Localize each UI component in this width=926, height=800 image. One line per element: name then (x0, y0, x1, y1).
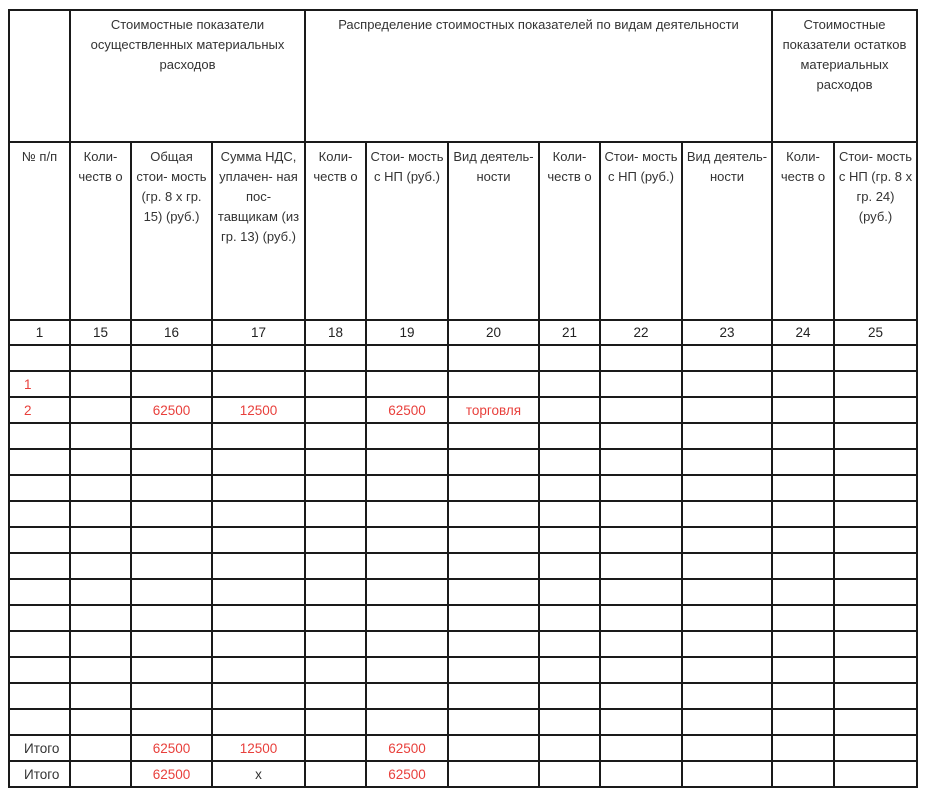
table-cell (70, 605, 131, 631)
table-cell (682, 683, 772, 709)
table-cell (834, 345, 917, 371)
table-cell (70, 709, 131, 735)
table-cell (834, 657, 917, 683)
table-cell (70, 553, 131, 579)
table-cell (448, 631, 539, 657)
table-cell (682, 527, 772, 553)
table-cell (131, 449, 212, 475)
header-cost-with-np: Стои- мость с НП (руб.) (600, 142, 682, 320)
table-cell (682, 631, 772, 657)
table-cell (366, 501, 448, 527)
table-cell (772, 345, 834, 371)
table-row (9, 345, 917, 371)
table-cell (772, 501, 834, 527)
table-cell (539, 631, 600, 657)
table-cell (772, 709, 834, 735)
table-cell (366, 423, 448, 449)
table-cell (539, 423, 600, 449)
table-cell (212, 449, 305, 475)
table-row (9, 579, 917, 605)
table-cell (682, 579, 772, 605)
table-cell: 12500 (212, 735, 305, 761)
table-cell (305, 761, 366, 787)
table-cell (539, 475, 600, 501)
table-cell (600, 345, 682, 371)
table-cell (9, 657, 70, 683)
table-cell (212, 579, 305, 605)
table-cell (9, 423, 70, 449)
table-cell (131, 631, 212, 657)
table-cell (9, 683, 70, 709)
table-cell (366, 345, 448, 371)
table-cell (9, 527, 70, 553)
group-header-distribution: Распределение стоимостных показателей по видам деятельности (305, 10, 772, 142)
table-row (9, 709, 917, 735)
table-cell (448, 605, 539, 631)
table-cell (772, 657, 834, 683)
table-cell (70, 423, 131, 449)
table-cell (539, 397, 600, 423)
table-cell (212, 683, 305, 709)
table-row (9, 449, 917, 475)
table-row (9, 631, 917, 657)
group-header-expenses: Стоимостные показатели осуществленных материальных расходов (70, 10, 305, 142)
table-cell (600, 449, 682, 475)
column-number-cell: 25 (834, 320, 917, 345)
table-cell (600, 709, 682, 735)
table-cell (834, 631, 917, 657)
table-cell (448, 709, 539, 735)
table-cell (305, 709, 366, 735)
table-cell (772, 631, 834, 657)
table-cell (834, 605, 917, 631)
table-cell (366, 631, 448, 657)
table-cell (772, 397, 834, 423)
table-cell (131, 709, 212, 735)
table-cell (70, 449, 131, 475)
table-row (9, 605, 917, 631)
table-cell (834, 397, 917, 423)
table-cell (772, 761, 834, 787)
table-cell (366, 527, 448, 553)
table-cell: Итого (9, 761, 70, 787)
table-cell (772, 605, 834, 631)
table-cell (212, 631, 305, 657)
table-cell (131, 553, 212, 579)
table-cell (305, 527, 366, 553)
table-cell (539, 605, 600, 631)
table-cell (305, 631, 366, 657)
table-cell (772, 449, 834, 475)
table-cell (70, 631, 131, 657)
table-cell (834, 423, 917, 449)
table-row (9, 657, 917, 683)
table-cell (539, 449, 600, 475)
table-cell (448, 345, 539, 371)
table-cell (366, 709, 448, 735)
table-cell (212, 345, 305, 371)
table-cell (212, 501, 305, 527)
table-cell: 1 (9, 371, 70, 397)
header-quantity: Коли- честв о (539, 142, 600, 320)
table-cell (772, 735, 834, 761)
table-cell (539, 579, 600, 605)
table-cell (9, 553, 70, 579)
table-cell (834, 527, 917, 553)
table-cell: 62500 (131, 761, 212, 787)
table-row (9, 475, 917, 501)
header-activity-type: Вид деятель- ности (682, 142, 772, 320)
column-number-cell: 17 (212, 320, 305, 345)
table-cell (305, 657, 366, 683)
table-cell (131, 527, 212, 553)
table-cell (70, 735, 131, 761)
column-number-cell: 20 (448, 320, 539, 345)
table-cell (834, 683, 917, 709)
table-row (9, 761, 917, 787)
table-cell (600, 553, 682, 579)
table-cell (212, 657, 305, 683)
table-row (9, 371, 917, 397)
table-cell (212, 371, 305, 397)
table-cell (448, 423, 539, 449)
table-cell (448, 527, 539, 553)
table-cell (682, 371, 772, 397)
table-cell (448, 735, 539, 761)
table-cell (600, 397, 682, 423)
table-cell (772, 683, 834, 709)
table-row (9, 735, 917, 761)
table-cell (448, 683, 539, 709)
table-cell (600, 631, 682, 657)
table-row (9, 527, 917, 553)
table-cell (600, 605, 682, 631)
table-cell (212, 553, 305, 579)
header-remainder-cost: Стои- мость с НП (гр. 8 x гр. 24) (руб.) (834, 142, 917, 320)
table-cell (70, 579, 131, 605)
table-cell (682, 553, 772, 579)
table-cell (834, 371, 917, 397)
table-cell (212, 527, 305, 553)
table-cell (600, 683, 682, 709)
table-cell (539, 501, 600, 527)
table-cell (682, 761, 772, 787)
table-row (9, 423, 917, 449)
table-cell (682, 475, 772, 501)
table-row (9, 683, 917, 709)
table-cell (366, 475, 448, 501)
table-cell (70, 657, 131, 683)
table-cell (131, 657, 212, 683)
group-header-remainders: Стоимостные показатели остатков материальных расходов (772, 10, 917, 142)
column-number-cell: 19 (366, 320, 448, 345)
table-cell (70, 501, 131, 527)
table-cell (366, 657, 448, 683)
table-cell (600, 475, 682, 501)
table-cell (131, 605, 212, 631)
column-number-cell: 24 (772, 320, 834, 345)
table-cell (366, 553, 448, 579)
table-cell (682, 423, 772, 449)
table-cell (212, 605, 305, 631)
header-quantity: Коли- честв о (305, 142, 366, 320)
header-quantity: Коли- честв о (772, 142, 834, 320)
table-cell (600, 657, 682, 683)
table-cell (448, 553, 539, 579)
table-cell (682, 605, 772, 631)
table-cell (834, 761, 917, 787)
table-cell (70, 683, 131, 709)
table-cell (539, 709, 600, 735)
table-cell (448, 761, 539, 787)
header-total-cost: Общая стои- мость (гр. 8 x гр. 15) (руб.) (131, 142, 212, 320)
table-cell (305, 423, 366, 449)
table-cell (539, 345, 600, 371)
table-cell (131, 371, 212, 397)
table-cell (305, 553, 366, 579)
table-cell (70, 527, 131, 553)
table-cell (539, 553, 600, 579)
table-cell (448, 449, 539, 475)
table-cell (772, 475, 834, 501)
table-cell (366, 449, 448, 475)
table-cell (448, 501, 539, 527)
table-cell (305, 397, 366, 423)
table-cell (9, 501, 70, 527)
table-cell (131, 501, 212, 527)
column-number-row (9, 320, 917, 345)
table-cell (834, 449, 917, 475)
table-cell (772, 553, 834, 579)
table-cell (9, 605, 70, 631)
materials-table (8, 9, 918, 788)
column-number-cell: 21 (539, 320, 600, 345)
table-cell (834, 475, 917, 501)
table-cell (212, 709, 305, 735)
table-cell (131, 345, 212, 371)
table-cell (834, 553, 917, 579)
table-cell (834, 579, 917, 605)
column-number-cell: 16 (131, 320, 212, 345)
table-cell (305, 475, 366, 501)
table-cell (131, 475, 212, 501)
table-cell (305, 605, 366, 631)
table-cell: x (212, 761, 305, 787)
table-cell (9, 631, 70, 657)
table-cell: торговля (448, 397, 539, 423)
table-cell (772, 371, 834, 397)
table-cell (70, 475, 131, 501)
table-cell: 12500 (212, 397, 305, 423)
header-row-number: № п/п (9, 142, 70, 320)
table-cell (600, 423, 682, 449)
table-cell (834, 709, 917, 735)
table-cell (305, 449, 366, 475)
table-cell (772, 579, 834, 605)
table-cell (682, 449, 772, 475)
table-cell: Итого (9, 735, 70, 761)
header-vat-amount: Сумма НДС, уплачен- ная пос- тавщикам (из гр. 13) (руб.) (212, 142, 305, 320)
table-cell (131, 579, 212, 605)
table-cell: 62500 (366, 397, 448, 423)
table-row (9, 397, 917, 423)
table-cell (448, 579, 539, 605)
table-cell (305, 579, 366, 605)
table-cell (600, 371, 682, 397)
column-number-cell: 18 (305, 320, 366, 345)
column-number-cell: 1 (9, 320, 70, 345)
table-cell (682, 709, 772, 735)
column-number-cell: 22 (600, 320, 682, 345)
table-cell: 62500 (131, 397, 212, 423)
table-cell (131, 423, 212, 449)
table-cell (70, 761, 131, 787)
table-cell (9, 475, 70, 501)
table-cell (600, 527, 682, 553)
header-activity-type: Вид деятель- ности (448, 142, 539, 320)
table-row (9, 501, 917, 527)
table-cell (539, 683, 600, 709)
table-cell (366, 371, 448, 397)
table-cell (305, 735, 366, 761)
table-cell (70, 345, 131, 371)
table-cell (539, 371, 600, 397)
table-cell (772, 527, 834, 553)
table-cell (70, 397, 131, 423)
table-cell (682, 397, 772, 423)
table-cell (305, 501, 366, 527)
table-cell (834, 735, 917, 761)
table-cell (600, 501, 682, 527)
table-cell (70, 371, 131, 397)
table-cell (9, 579, 70, 605)
table-cell (539, 657, 600, 683)
table-cell (366, 683, 448, 709)
table-cell (600, 735, 682, 761)
table-cell (305, 345, 366, 371)
table-cell (366, 579, 448, 605)
table-cell (600, 579, 682, 605)
table-cell (539, 761, 600, 787)
table-cell (682, 345, 772, 371)
table-cell (682, 735, 772, 761)
table-cell: 2 (9, 397, 70, 423)
table-cell (9, 449, 70, 475)
table-cell (9, 345, 70, 371)
header-quantity: Коли- честв о (70, 142, 131, 320)
table-row (9, 553, 917, 579)
table-cell (682, 657, 772, 683)
table-cell (682, 501, 772, 527)
table-cell (366, 605, 448, 631)
table-cell (539, 735, 600, 761)
table-cell (131, 683, 212, 709)
table-cell: 62500 (131, 735, 212, 761)
table-cell (448, 371, 539, 397)
column-number-cell: 23 (682, 320, 772, 345)
table-cell (9, 709, 70, 735)
table-cell (448, 475, 539, 501)
blank-header-cell (9, 10, 70, 142)
table-cell (772, 423, 834, 449)
table-cell (212, 423, 305, 449)
table-cell (539, 527, 600, 553)
table-cell (305, 371, 366, 397)
table-cell (834, 501, 917, 527)
table-cell: 62500 (366, 761, 448, 787)
table-cell: 62500 (366, 735, 448, 761)
header-cost-with-np: Стои- мость с НП (руб.) (366, 142, 448, 320)
table-cell (600, 761, 682, 787)
table-cell (448, 657, 539, 683)
column-number-cell: 15 (70, 320, 131, 345)
table-cell (305, 683, 366, 709)
table-cell (212, 475, 305, 501)
